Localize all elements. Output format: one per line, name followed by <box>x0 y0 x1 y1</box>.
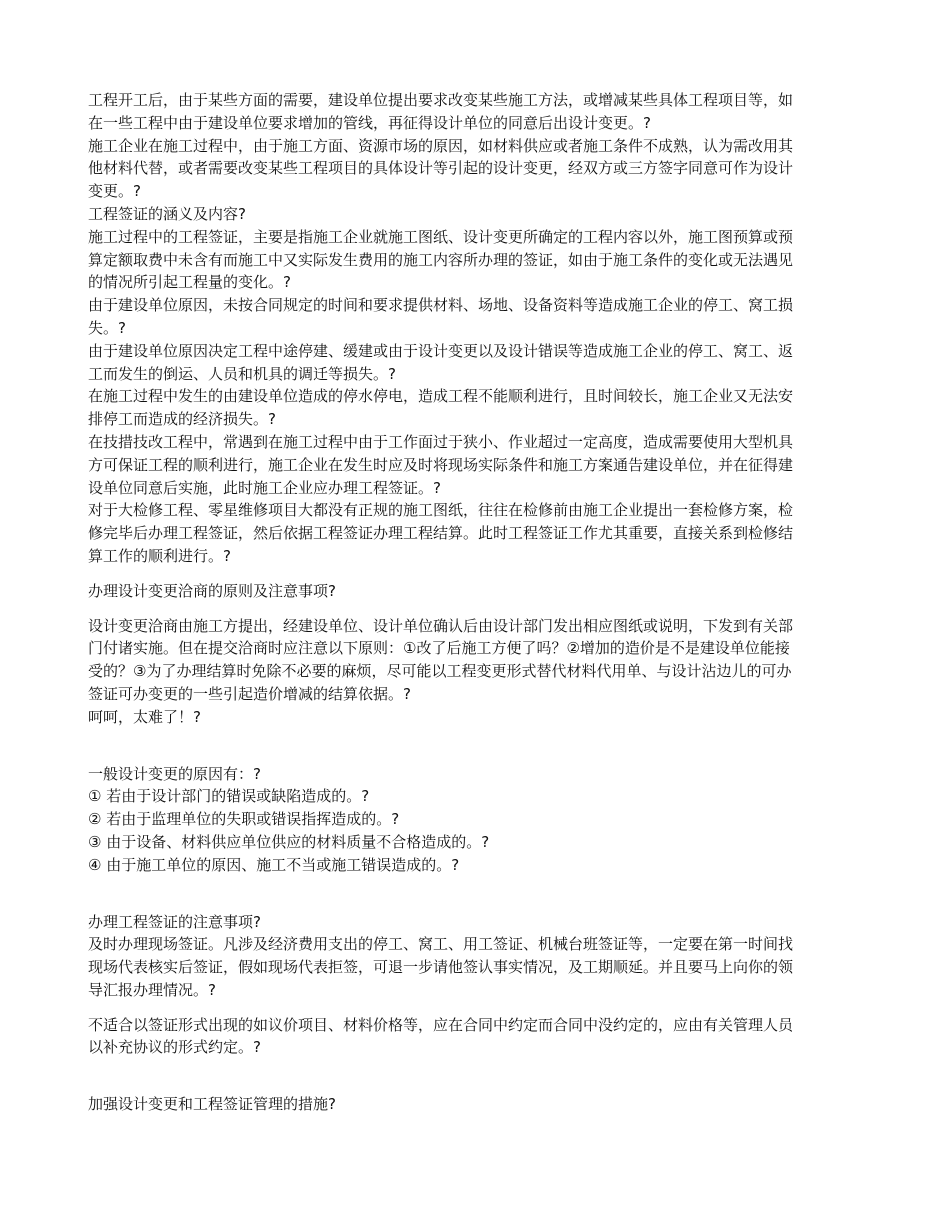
text-line: 及时办理现场签证。凡涉及经济费用支出的停工、窝工、用工签证、机械台班签证等，一定要在第一时间找 <box>88 935 794 954</box>
text-line: 工而发生的倒运、人员和机具的调迁等损失。? <box>88 364 396 383</box>
text-line: 设计变更洽商由施工方提出，经建设单位、设计单位确认后由设计部门发出相应图纸或说明，下发到有关部 <box>88 616 794 635</box>
text-line: 在技措技改工程中，常遇到在施工过程中由于工作面过于狭小、作业超过一定高度，造成需要使用大型机具 <box>88 432 794 451</box>
paragraph <box>88 431 858 499</box>
paragraph <box>88 340 858 386</box>
text-line: 一般设计变更的原因有：? <box>88 764 261 783</box>
paragraph-spacer <box>88 1002 858 1014</box>
text-line: 失。? <box>88 318 126 337</box>
text-line: 修完毕后办理工程签证，然后依据工程签证办理工程结算。此时工程签证工作尤其重要，直接关系到检修结 <box>88 524 794 543</box>
paragraph <box>88 135 858 203</box>
text-line: 签证可办变更的一些引起造价增减的结算依据。? <box>88 684 411 703</box>
text-line: 办理工程签证的注意事项? <box>88 912 261 931</box>
paragraph <box>88 1014 858 1060</box>
text-line: 的情况所引起工程量的变化。? <box>88 273 291 292</box>
text-line: 算定额取费中未含有而施工中又实际发生费用的施工内容所办理的签证，如由于施工条件的变化或无法遇见 <box>88 250 794 269</box>
text-line: 方可保证工程的顺利进行，施工企业在发生时应及时将现场实际条件和施工方案通告建设单位，并在征得建 <box>88 455 794 474</box>
text-line: 工程开工后，由于某些方面的需要，建设单位提出要求改变某些施工方法，或增减某些具体工程项目等，如 <box>88 91 794 109</box>
section-spacer <box>88 877 858 911</box>
text-line: 由于建设单位原因决定工程中途停建、缓建或由于设计变更以及设计错误等造成施工企业的停工、窝工、返 <box>88 341 794 360</box>
paragraph <box>88 785 858 876</box>
text-line: 不适合以签证形式出现的如议价项目、材料价格等，应在合同中约定而合同中没约定的，应由有关管理人员 <box>88 1015 794 1034</box>
text-line: 加强设计变更和工程签证管理的措施? <box>88 1095 336 1114</box>
text-line: 呵呵，太难了！? <box>88 707 201 726</box>
paragraph <box>88 1093 858 1116</box>
paragraph <box>88 294 858 340</box>
text-line: 排停工而造成的经济损失。? <box>88 410 276 429</box>
paragraph <box>88 499 858 567</box>
text-line: 由于建设单位原因，未按合同规定的时间和要求提供材料、场地、设备资料等造成施工企业的停工、窝工损 <box>88 296 794 315</box>
text-line: ③ 由于设备、材料供应单位供应的材料质量不合格造成的。? <box>88 832 490 851</box>
text-line: 对于大检修工程、零星维修项目大都没有正规的施工图纸，往往在检修前由施工企业提出一套检修方案，检 <box>88 501 794 520</box>
text-line: ① 若由于设计部门的错误或缺陷造成的。? <box>88 787 370 806</box>
text-line: ② 若由于监理单位的失职或错误指挥造成的。? <box>88 810 400 829</box>
paragraph-spacer <box>88 568 858 580</box>
text-line: 在施工过程中发生的由建设单位造成的停水停电，造成工程不能顺利进行，且时间较长，施工企业又无法安 <box>88 387 794 406</box>
paragraph <box>88 385 858 431</box>
text-line: ④ 由于施工单位的原因、施工不当或施工错误造成的。? <box>88 855 460 874</box>
text-line: 变更。? <box>88 182 141 201</box>
section-spacer <box>88 729 858 763</box>
text-line: 门付诸实施。但在提交洽商时应注意以下原则：①改了后施工方便了吗？②增加的造价是不是建设单位能接 <box>88 639 790 658</box>
paragraph <box>88 226 858 294</box>
text-line: 算工作的顺利进行。? <box>88 546 231 565</box>
text-line: 办理设计变更洽商的原则及注意事项? <box>88 581 336 600</box>
text-line: 施工过程中的工程签证，主要是指施工企业就施工图纸、设计变更所确定的工程内容以外，施工图预算或预 <box>88 227 794 246</box>
section-spacer <box>88 1059 858 1093</box>
text-line: 施工企业在施工过程中，由于施工方面、资源市场的原因，如材料供应或者施工条件不成熟，认为需改用其 <box>88 136 794 155</box>
document-body <box>88 89 858 1116</box>
text-line: 现场代表核实后签证，假如现场代表拒签，可退一步请他签认事实情况，及工期顺延。并且要马上向你的领 <box>88 958 794 977</box>
text-line: 在一些工程中由于建设单位要求增加的管线，再征得设计单位的同意后出设计变更。? <box>88 113 651 132</box>
paragraph <box>88 89 858 135</box>
text-line: 受的？③为了办理结算时免除不必要的麻烦，尽可能以工程变更形式替代材料代用单、与设计沾边儿的可办 <box>88 662 792 681</box>
paragraph <box>88 580 858 603</box>
paragraph <box>88 933 858 1001</box>
text-line: 设单位同意后实施，此时施工企业应办理工程签证。? <box>88 478 441 497</box>
text-line: 以补充协议的形式约定。? <box>88 1038 261 1057</box>
paragraph <box>88 911 858 934</box>
paragraph <box>88 203 858 226</box>
paragraph <box>88 706 858 729</box>
paragraph-spacer <box>88 603 858 615</box>
paragraph <box>88 763 858 786</box>
text-line: 他材料代替，或者需要改变某些工程项目的具体设计等引起的设计变更，经双方或三方签字同意可作为设计 <box>88 159 794 178</box>
paragraph <box>88 615 858 706</box>
text-line: 工程签证的涵义及内容? <box>88 204 246 223</box>
text-line: 导汇报办理情况。? <box>88 980 216 999</box>
